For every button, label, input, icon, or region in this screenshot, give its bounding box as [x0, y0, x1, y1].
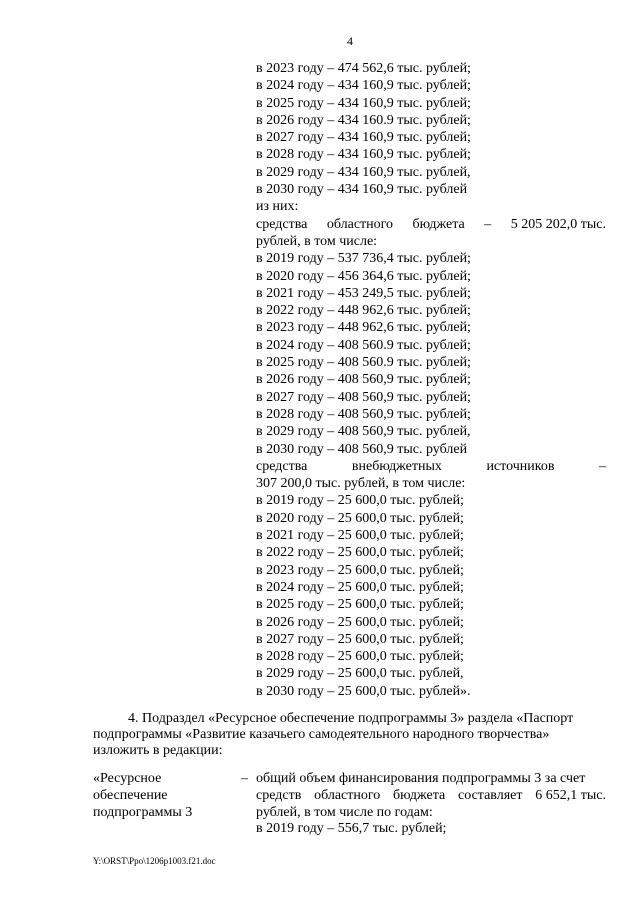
word: источников	[486, 458, 555, 474]
text-line: в 2030 году – 434 160,9 тыс. рублей	[256, 182, 468, 198]
text-line: в 2022 году – 25 600,0 тыс. рублей;	[256, 545, 464, 561]
text-line: обеспечение	[93, 787, 168, 803]
text-line: в 2019 году – 25 600,0 тыс. рублей;	[256, 493, 464, 509]
total-funding-years	[256, 60, 606, 216]
word: составляет	[458, 787, 523, 803]
text-line: в 2019 году – 556,7 тыс. рублей;	[256, 821, 447, 837]
text-line: в 2019 году – 537 736,4 тыс. рублей;	[256, 251, 471, 267]
text-line: рублей, в том числе по годам:	[256, 804, 433, 820]
text-line: в 2023 году – 448 962,6 тыс. рублей;	[256, 320, 471, 336]
text-line: в 2028 году – 408 560,9 тыс. рублей;	[256, 406, 471, 422]
text-line: общий объем финансирования подпрограммы 3 за счет	[256, 771, 586, 786]
text-line: в 2024 году – 408 560.9 тыс. рублей;	[256, 337, 471, 353]
text-line: в 2023 году – 25 600,0 тыс. рублей;	[256, 562, 464, 578]
text-line: изложить в редакции:	[93, 743, 223, 758]
word: 5 205 202,0 тыс.	[510, 216, 606, 232]
word: бюджета	[393, 787, 446, 803]
text-line: 307 200,0 тыс. рублей, в том числе:	[256, 476, 466, 492]
text-line: из них:	[256, 199, 299, 215]
text-line: подпрограммы «Развитие казачьего самодеятельного народного творчества»	[93, 727, 550, 742]
word: средства	[256, 216, 308, 232]
word: внебюджетных	[351, 458, 442, 474]
text-line: в 2029 году – 25 600,0 тыс. рублей,	[256, 666, 464, 682]
text-line: в 2027 году – 25 600,0 тыс. рублей;	[256, 631, 464, 647]
oblast-budget-heading	[256, 216, 606, 233]
text-line: в 2030 году – 408 560,9 тыс. рублей	[256, 441, 468, 457]
word: областного	[326, 216, 394, 232]
value-justified-line	[256, 788, 606, 805]
text-line: в 2021 году – 453 249,5 тыс. рублей;	[256, 285, 471, 301]
word: средств	[256, 787, 302, 803]
text-line: в 2029 году – 434 160,9 тыс. рублей,	[256, 164, 471, 180]
text-line: в 2024 году – 434 160,9 тыс. рублей;	[256, 78, 471, 94]
word: –	[598, 458, 606, 474]
text-line: в 2022 году – 448 962,6 тыс. рублей;	[256, 303, 471, 319]
text-line: в 2026 году – 408 560,9 тыс. рублей;	[256, 372, 471, 388]
word: средства	[256, 458, 308, 474]
word: областного	[314, 787, 381, 803]
text-line: рублей, в том числе:	[256, 233, 378, 249]
page-number: 4	[347, 34, 353, 48]
text-line: в 2026 году – 434 160.9 тыс. рублей;	[256, 112, 471, 128]
label-first-line	[93, 771, 248, 788]
text-line: в 2028 году – 25 600,0 тыс. рублей;	[256, 649, 464, 665]
text-line: в 2025 году – 434 160,9 тыс. рублей;	[256, 95, 471, 111]
text-line: подпрограммы 3	[93, 804, 193, 820]
text-line: в 2025 году – 25 600,0 тыс. рублей;	[256, 597, 464, 613]
file-path-footer: Y:\ORST\Ppo\1206p1003.f21.doc	[93, 856, 216, 866]
funding-column	[256, 60, 606, 700]
text-line: в 2029 году – 408 560,9 тыс. рублей,	[256, 424, 471, 440]
extrabudget-block	[256, 458, 606, 700]
text-line: 4. Подраздел «Ресурсное обеспечение подпрограммы 3» раздела «Паспорт	[128, 711, 574, 726]
text-line: в 2020 году – 25 600,0 тыс. рублей;	[256, 510, 464, 526]
text-line: в 2027 году – 434 160,9 тыс. рублей;	[256, 130, 471, 146]
text-line: в 2027 году – 408 560,9 тыс. рублей;	[256, 389, 471, 405]
word: «Ресурсное	[93, 771, 162, 786]
text-line: в 2020 году – 456 364,6 тыс. рублей;	[256, 268, 471, 284]
text-line: в 2021 году – 25 600,0 тыс. рублей;	[256, 528, 464, 544]
word: 6 652,1 тыс.	[535, 787, 606, 803]
resource-value-cell	[256, 771, 606, 838]
text-line: в 2030 году – 25 600,0 тыс. рублей».	[256, 683, 471, 699]
text-line: в 2023 году – 474 562,6 тыс. рублей;	[256, 61, 471, 76]
item-4-paragraph	[93, 711, 609, 759]
oblast-budget-block	[256, 216, 606, 458]
resource-label-cell	[93, 771, 249, 821]
word: –	[484, 216, 492, 232]
dash: –	[241, 771, 248, 786]
text-line: в 2028 году – 434 160,9 тыс. рублей;	[256, 147, 471, 163]
text-line: в 2026 году – 25 600,0 тыс. рублей;	[256, 614, 464, 630]
word: бюджета	[412, 216, 465, 232]
text-line: в 2025 году – 408 560.9 тыс. рублей;	[256, 355, 471, 371]
text-line: в 2024 году – 25 600,0 тыс. рублей;	[256, 579, 464, 595]
extrabudget-heading	[256, 458, 606, 475]
